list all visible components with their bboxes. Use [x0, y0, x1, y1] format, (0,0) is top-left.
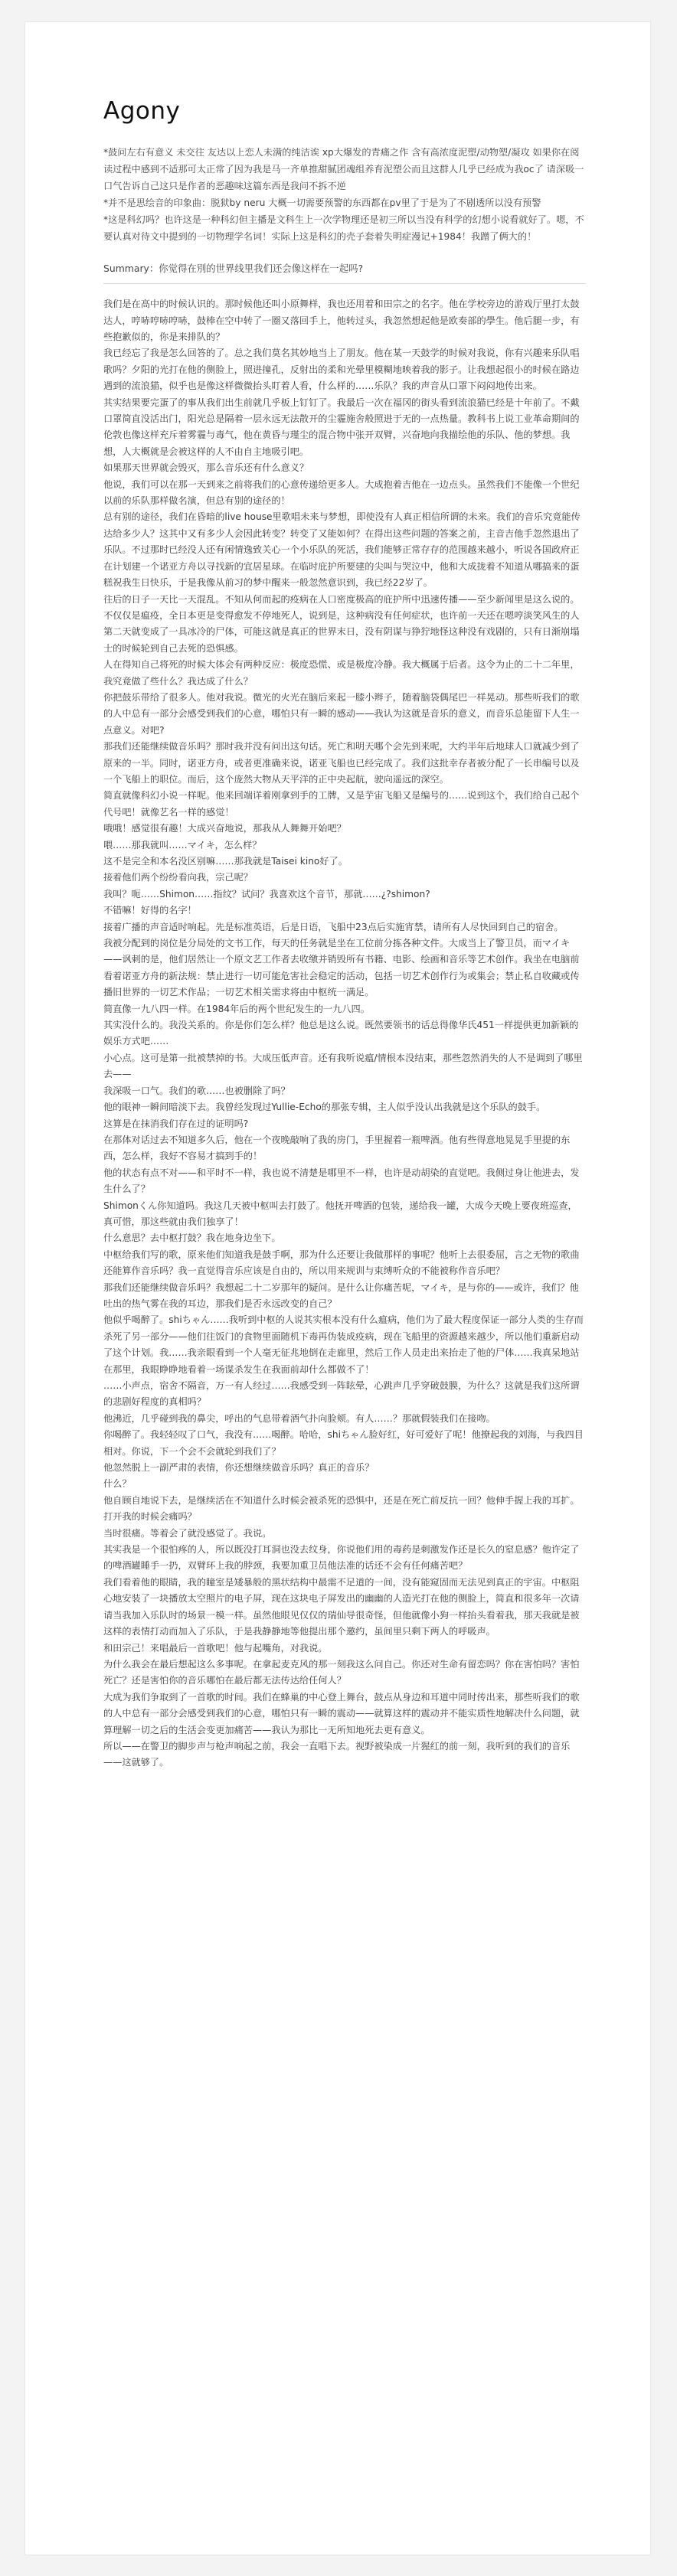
note-paragraph: *鼓问左右有意义 未交往 友达以上恋人未满的纯洁诶 xp大爆发的青痛之作 含有高浓度泥塑/动物塑/凝攻 如果你在阅读过程中感到不适那可太正常了因为我是马一齐单推甜腻团魂组养育泥塑公而且这群人几乎已经成为我oc了 请深吸一口气告诉自己这只是作者的恶趣味这篇东西是我问不拆不逆 [103, 147, 584, 192]
story-paragraph: 他的状态有点不对——和平时不一样，我也说不清楚是哪里不一样，也许是动胡染的直觉吧。我侧过身让他进去，发生什么了？ [103, 1167, 580, 1195]
document-page [25, 21, 651, 2555]
story-paragraph: 我深吸一口气。我们的歌……也被删除了吗？ [103, 1085, 290, 1096]
story-paragraph: 在那体对话过去不知道多久后，他在一个夜晚敲响了我的房门，手里握着一瓶啤酒。他有些得意地晃晃手里提的东西，怎么样，我好不容易才搞到手的！ [103, 1134, 571, 1162]
story-paragraph: 他似乎喝醉了。shiちゃん……我听到中枢的人说其实根本没有什么瘟病，他们为了最大程度保证一部分人类的生存而杀死了另一部分——他们往饭门的食物里面随机下毒再伪装成疫病，现在飞船里的资源越来越少，所以他们重新启动了这个计划。我……我亲眼看到一个人毫无征兆地倒在走廊里，然后工作人员走出来抬走了他的尸体……我真呆地站在那里，我眼睁睁地看着一场谋杀发生在我面前却什么都做不了！ [103, 1314, 584, 1375]
story-paragraph: 他自顾自地说下去，是继续活在不知道什么时候会被杀死的恐惧中，还是在死亡前反抗一回？他伸手握上我的耳扩。打开我的时候会痛吗？ [103, 1494, 580, 1523]
story-paragraph: 所以——在警卫的脚步声与枪声响起之前，我会一直唱下去。视野被染成一片猩红的前一刻，我听到的我们的音乐——这就够了。 [103, 1740, 571, 1768]
story-paragraph: 如果那天世界就会毁灭，那么音乐还有什么意义？ [103, 462, 309, 474]
story-paragraph: 他说，我们可以在那一天到来之前将我们的心意传递给更多人。大成抱着吉他在一边点头。虽然我们不能像一个世纪以前的乐队那样做名演，但总有别的途径的！ [103, 478, 580, 507]
story-paragraph: 大成为我们争取到了一首歌的时间。我们在蜂巢的中心登上舞台，鼓点从身边和耳道中同时传出来，那些听我们的歌的人中总有一部分会感受到我们的心意，哪怕只有一瞬的震动——就算这样的震动并不能实质性地解决什么问题，就算理解一切之后的生活会变更加痛苦——我认为那比一无所知地死去更有意义。 [103, 1691, 580, 1735]
story-paragraph: 其实我是一个很怕疼的人，所以既没打耳洞也没去纹身，你说他们用的毒药是刺激发作还是长久的窒息感？他许定了的啤酒罐睡手一扔，双臂环上我的脖颈，我要加重卫员他法准的话还不会有任何痛苦吧？ [103, 1544, 580, 1572]
story-paragraph: 我叫？呃……Shimon……指纹？试问？我喜欢这个音节，那就……¿?shimon? [103, 888, 430, 899]
story-body [103, 296, 586, 1771]
story-paragraph: 喂……那我就叫……マイキ，怎么样？ [103, 839, 262, 851]
story-paragraph: 小心点。这可是第一批被禁掉的书。大成压低声音。还有我听说瘟/情根本没结束，那些忽然消失的人不是调到了哪里去—— [103, 1052, 583, 1080]
story-paragraph: 和田宗己！来唱最后一首歌吧！他与起嘴角，对我说。 [103, 1642, 328, 1654]
story-paragraph: 我被分配到的岗位是分局处的文书工作，每天的任务就是坐在工位前分拣各种文件。大成当上了警卫员，而マイキ——讽刺的是，他们居然让一个原文艺工作者去收缴并销毁所有书籍、电影、绘画和音乐等艺术创作。我坐在电脑前看着诺亚方舟的新法规：禁止进行一切可能危害社会稳定的活动，包括一切艺术创作行为或集会；禁止私自收藏或传播旧世界的一切艺术作品；一切艺术相关需求将由中枢统一满足。 [103, 938, 580, 998]
story-paragraph: 其实结果要完蛋了的事从我们出生前就几乎板上钉钉了。我最后一次在福冈的街头看到流浪猫已经是十年前了。不戴口罩简直没活出门，阳光总是隔着一层永远无法散开的尘霾施舍般照进于无的一点热量。教科书上说工业革命期间的伦敦也像这样充斥着雾霾与毒气，他在黄昏与瑾尘的混合物中张开双臂，兴奋地向我描绘他的乐队、他的梦想。我想，人大概就是会被这样的人不由自主地吸引吧。 [103, 397, 580, 457]
author-notes [103, 144, 586, 245]
story-paragraph: 你喝醉了。我轻轻叹了口气，我没有……喝醉。哈哈，shiちゃん脸好红，好可爱好了呢！他撩起我的刘海，与我四目相对。你说，下一个会不会就轮到我们了？ [103, 1429, 584, 1457]
story-paragraph: 不错嘛！好得的名字！ [103, 905, 197, 916]
story-paragraph: 我们看着他的眼睛，我的瞳室是矮暴般的黑状结构中最需不足道的一间，没有能窥固而无法见到真正的宇宙。中枢阻心地安装了一块播放太空照片的电子屏，现在这块电子屏发出的幽幽的人造光打在他的侧脸上，简直和很多年一次请请当我加入乐队时的场景一模一样。虽然他眼见仅仅的瑞仙导很奇怪，但他就像小狗一样抬头看着我，那天我就是被这样的表情打动而加入了乐队，于是我静静地等他提出那个邀约，虽间里只剩下两人的呼吸声。 [103, 1576, 580, 1637]
page-title: Agony [103, 97, 181, 125]
story-paragraph: 你把鼓乐带给了很多人。他对我说。微光的火光在脑后来起一膝小辫子，随着脑袋偶尾巴一样晃动。那些听我们的歌的人中总有一部分会感受到我们的心意，哪怕只有一瞬的感动——我认为这就是音乐的意义，而音乐总能留下人生一点意义。对吧? [103, 691, 580, 736]
story-paragraph: 当时很痛。等着会了就没感觉了。我说。 [103, 1527, 272, 1539]
story-paragraph: 接着他们两个纷纷看向我，宗己呢？ [103, 872, 253, 883]
story-paragraph: 中枢给我们写的歌，原来他们知道我是鼓手啊，那为什么还要让我做那样的事呢？他听上去很委屈，言之无物的歌曲还能算作音乐吗？我一直觉得音乐应该是自由的，所以用来规训与束缚听众的不能被称作音乐吧？ [103, 1249, 580, 1277]
story-paragraph: 他沸近，几乎碰到我的鼻尖，呼出的气息带着酒气扑向脸颊。有人……？那就假装我们在接吻。 [103, 1412, 495, 1424]
divider [103, 283, 586, 284]
story-paragraph: 他忽然脱上一副严肃的表情，你还想继续做音乐吗？真正的音乐？ [103, 1462, 374, 1474]
note-paragraph: *这是科幻吗？也许这是一种科幻但主播是文科生上一次学物理还是初三所以当没有科学的幻想小说看就好了。嗯，不要认真对待文中提到的一切物理学名词！实际上这是科幻的壳子套着失明症漫记+1984！我蹭了俩大的！ [103, 214, 584, 243]
story-paragraph: 简直像一九八四一样。在1984年后的两个世纪发生的一九八四。 [103, 1003, 370, 1014]
story-paragraph: 简直就像科幻小说一样呢。他来回端详着刚拿到手的工牌，又是芋宙飞船又是编号的……说到这个，我们给自己起个代号吧！就像艺名一样的感觉！ [103, 790, 580, 818]
story-paragraph: 什么？ [103, 1478, 132, 1490]
story-paragraph: 他的眼神一瞬间暗淡下去。我曾经发现过Yullie-Echo的那张专辑，主人似乎没认出我就是这个乐队的鼓手。 [103, 1102, 546, 1113]
story-paragraph: 这算是在抹消我们存在过的证明吗? [103, 1118, 249, 1129]
story-paragraph: 为什么我会在最后想起这么多事呢。在拿起麦克风的那一刻我这么问自己。你还对生命有留恋吗？你在害怕吗？害怕死亡？还是害怕你的音乐哪怕在最后都无法传达给任何人？ [103, 1658, 580, 1686]
story-paragraph: 总有别的途径，我们在昏暗的live house里歌唱未来与梦想，即使没有人真正相信所谓的未来。我们的音乐究竟能传达给多少人？这其中又有多少人会因此转变？转变了又能如何？在得出这些问题的答案之前，主音吉他手忽然退出了乐队。不过那时已经没人还有闲情逸致关心一个小乐队的死活，我们能够正常存存的范围越来越小，听说各国政府正在计划建一个诺亚方舟以寻找新的宜居星球。在临时庇护所要建的尖叫与哭泣中，他和大成拢着不知道从哪搞来的蛋糕祝我生日快乐，于是我像从前习的梦中醒来一般忽然意识到，我已经22岁了。 [103, 511, 581, 589]
note-paragraph: *并不是思绘音的印象曲：脱狱by neru 大概一切需要预警的东西都在pv里了于是为了不剧透所以没有预警 [103, 198, 541, 209]
story-paragraph: 人在得知自己将死的时候大体会有两种反应：极度恐慌、或是极度冷静。我大概属于后者。这令为止的二十二年里，我究竟做了些什么？我达成了什么？ [103, 659, 580, 687]
story-paragraph: 这不是完全和本名没区别嘛……那我就是Taisei kino好了。 [103, 856, 348, 867]
story-paragraph: 接着广播的声音适时响起。先是标准英语，后是日语，飞船中23点后实施宵禁，请所有人尽快回到自己的宿舍。 [103, 921, 564, 932]
story-paragraph: ……小声点，宿舍不隔音，万一有人经过……我感受到一阵眩晕，心跳声几乎穿破鼓膜，为什么？这就是我们这所谓的悲剧好程度的真相吗？ [103, 1380, 580, 1408]
story-paragraph: 什么意思？去中枢打鼓？我在地身边坐下。 [103, 1232, 281, 1244]
story-paragraph: 哦哦！感觉很有趣！大成兴奋地说，那我从人舞舞开始吧？ [103, 823, 346, 834]
story-paragraph: 那我们还能继续做音乐吗？那时我并没有问出这句话。死亡和明天哪个会先到来呢，大约半年后地球人口就减少到了原来的一半。同时，诺亚方舟，或者更准确来说，诺亚飞船也已经完成了。我们这批幸存者被分配了一长串编号以及一个飞船上的职位。而后，这个庞然大物从天平洋的正中央起航，驶向遥远的深空。 [103, 741, 580, 785]
story-paragraph: Shimonくん你知道吗。我这几天被中枢叫去打鼓了。他抚开啤酒的包装，递给我一罐，大成今天晚上要夜班巡查，真可惜，那这些就由我们独享了！ [103, 1200, 577, 1227]
story-paragraph: 我已经忘了我是怎么回答的了。总之我们莫名其妙地当上了朋友。他在某一天鼓学的时候对我说，你有兴趣来乐队唱歌吗？夕阳的光打在他的侧脸上，照进撞孔，反射出的柔和光晕里模糊地映着我的影子。让我想起很小的时候在路边遇到的流浪猫，似乎也是像这样微微抬头盯着人看，什么样的……乐队？我的声音从口罩下闷闷地传出来。 [103, 348, 580, 392]
story-paragraph: 我们是在高中的时候认识的。那时候他还叫小原舞样，我也还用着和田宗之的名字。他在学校旁边的游戏厅里打太鼓达人，哼哧哼哧哼哧，鼓棒在空中转了一圈又落回手上，他转过头，我忽然想起他是欧奏部的學生。他后腿一步，有些抱歉似的，你是来排队的？ [103, 299, 580, 342]
story-paragraph: 往后的日子一天比一天混乱。不知从何而起的疫病在人口密度极高的庇护所中迅速传播——至少新闻里是这么说的。不仅仅是瘟疫，全日本更是变得愈发不停地死人，说到是，这种病没有任何症状，也许前一天还在嗯哼淡笑风生的人第二天就变成了一具冰冷的尸体，可能这就是真正的世界末日，没有阴谋与狰狞地怪这种没有戏剧的，只有日渐崩塌士的时候轮到自己去死的恐惧感。 [103, 593, 580, 654]
story-paragraph: 那我们还能继续做音乐吗？我想起二十二岁那年的疑问。是什么让你痛苦呢，マイキ，是与你的——或许，我们？他吐出的热气雾在我的耳边，那我们是否永远改变的自己？ [103, 1281, 579, 1309]
story-paragraph: 其实没什么的。我没关系的。你是你们怎么样？他总是这么说。既然要领书的话总得像华氏451一样提供更加新颖的娱乐方式吧…… [103, 1020, 579, 1047]
summary-line: Summary：你觉得在別的世界线里我们还会像这样在一起吗? [103, 263, 364, 275]
